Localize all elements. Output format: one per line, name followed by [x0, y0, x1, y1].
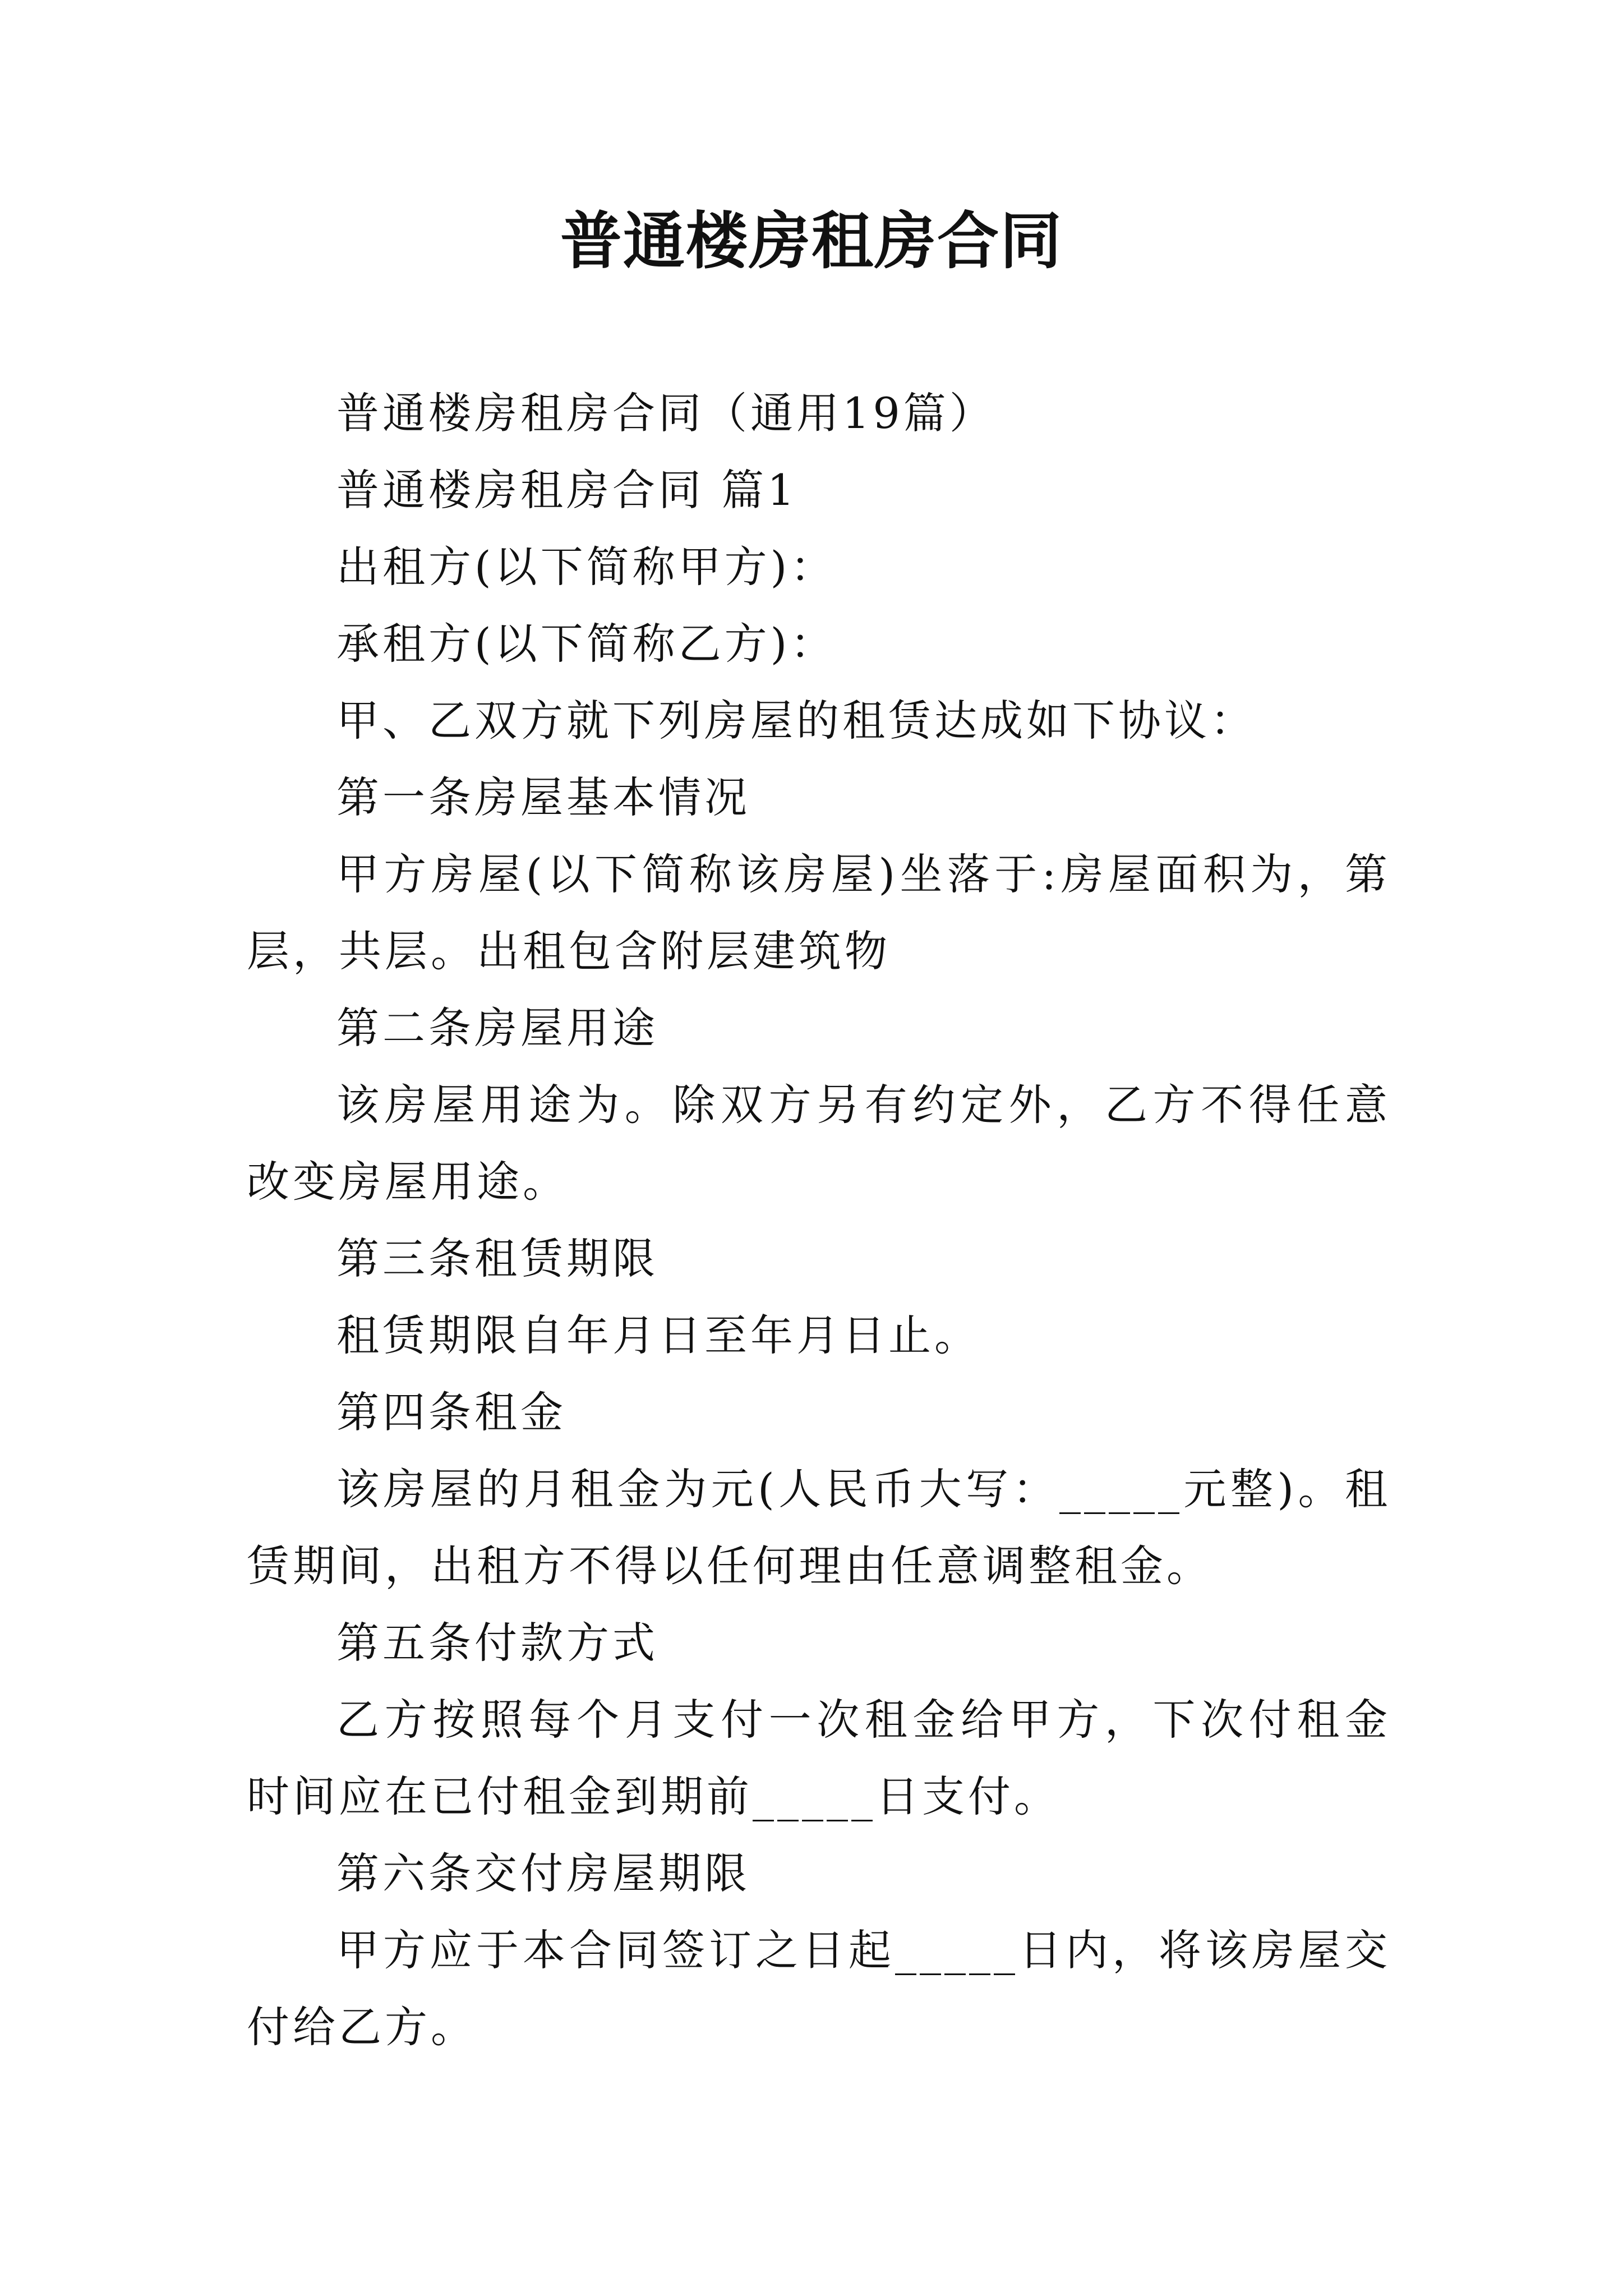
article-heading: 第五条付款方式: [336, 1618, 658, 1668]
article-heading: 第一条房屋基本情况: [336, 772, 750, 822]
article-text: 该房屋的月租金为元(人民币大写：_____元整)。租赁期间，出租方不得以任何理由任意调整租金。: [247, 1464, 1391, 1591]
article-heading: 第二条房屋用途: [336, 1003, 658, 1053]
article-heading: 第六条交付房屋期限: [336, 1848, 750, 1898]
article-text: 乙方按照每个月支付一次租金给甲方，下次付租金时间应在已付租金到期前_____日支付。: [247, 1695, 1391, 1821]
article-text: 该房屋用途为。除双方另有约定外，乙方不得任意改变房屋用途。: [247, 1080, 1391, 1207]
agreement-intro: 甲、乙双方就下列房屋的租赁达成如下协议：: [336, 696, 1256, 746]
article-heading: 第三条租赁期限: [336, 1234, 658, 1283]
section-heading: 普通楼房租房合同 篇1: [336, 465, 798, 515]
document-title: 普通楼房租房合同: [560, 205, 1063, 277]
lessee-line: 承租方(以下简称乙方)：: [336, 619, 837, 669]
article-heading: 第四条租金: [336, 1387, 566, 1437]
lessor-line: 出租方(以下简称甲方)：: [336, 542, 837, 592]
document-body: [247, 375, 1391, 2065]
article-text: 甲方应于本合同签订之日起_____日内，将该房屋交付给乙方。: [247, 1925, 1391, 2052]
doc-subtitle: 普通楼房租房合同（通用19篇）: [336, 388, 995, 438]
article-text: 甲方房屋(以下简称该房屋)坐落于:房屋面积为，第层，共层。出租包含附层建筑物: [247, 849, 1391, 976]
article-text: 租赁期限自年月日至年月日止。: [336, 1310, 980, 1360]
